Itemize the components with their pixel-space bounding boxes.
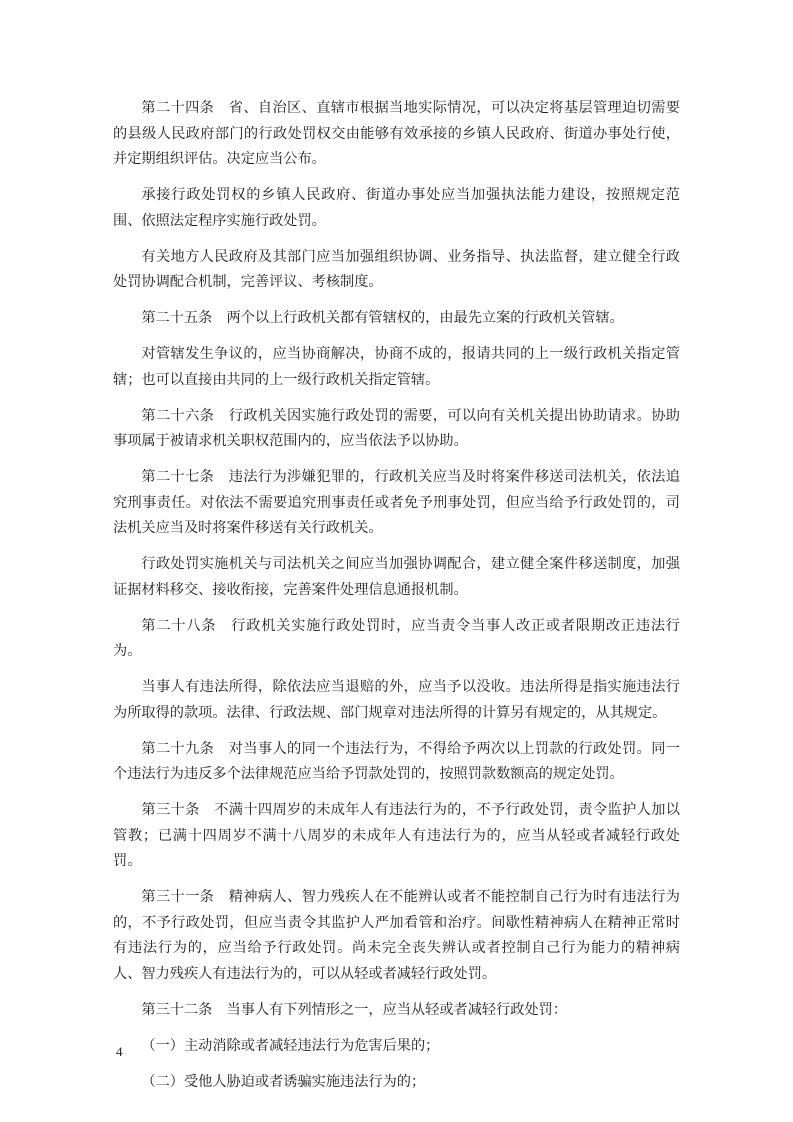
article-29-paragraph: 第二十九条 对当事人的同一个违法行为，不得给予两次以上罚款的行政处罚。同一个违法行为违反多个法律规范应当给予罚款处罚的，按照罚款数额高的规定处罚。 bbox=[113, 740, 680, 782]
article-32-item-2: （二）受他人胁迫或者诱骗实施违法行为的； bbox=[141, 1073, 426, 1090]
article-24-paragraph: 第二十四条 省、自治区、直辖市根据当地实际情况，可以决定将基层管理迫切需要的县级人民政府部门的行政处罚权交由能够有效承接的乡镇人民政府、街道办事处行使，并定期组织评估。决定应当公布。 bbox=[113, 100, 680, 167]
article-32-paragraph: 第三十二条 当事人有下列情形之一，应当从轻或者减轻行政处罚： bbox=[141, 1001, 568, 1018]
article-28-paragraph: 第二十八条 行政机关实施行政处罚时，应当责令当事人改正或者限期改正违法行为。 bbox=[113, 617, 680, 659]
article-30-paragraph: 第三十条 不满十四周岁的未成年人有违法行为的，不予行政处罚，责令监护人加以管教；已满十四周岁不满十八周岁的未成年人有违法行为的，应当从轻或者减轻行政处罚。 bbox=[113, 802, 680, 869]
page-number: 4 bbox=[116, 1044, 123, 1059]
article-25-clause-2: 对管辖发生争议的，应当协商解决，协商不成的，报请共同的上一级行政机关指定管辖；也可以直接由共同的上一级行政机关指定管辖。 bbox=[113, 346, 680, 388]
article-28-clause-2: 当事人有违法所得，除依法应当退赔的外，应当予以没收。违法所得是指实施违法行为所取得的款项。法律、行政法规、部门规章对违法所得的计算另有规定的，从其规定。 bbox=[113, 679, 680, 721]
article-31-paragraph: 第三十一条 精神病人、智力残疾人在不能辨认或者不能控制自己行为时有违法行为的，不予行政处罚，但应当责令其监护人严加看管和治疗。间歇性精神病人在精神正常时有违法行为的，应当给予行政处罚。尚未完全丧失辨认或者控制自己行为能力的精神病人、智力残疾人有违法行为的，可以从轻或者减轻行政处罚。 bbox=[113, 889, 680, 982]
article-32-item-1: （一）主动消除或者减轻违法行为危害后果的； bbox=[141, 1037, 440, 1054]
article-24-clause-3: 有关地方人民政府及其部门应当加强组织协调、业务指导、执法监督，建立健全行政处罚协调配合机制，完善评议、考核制度。 bbox=[113, 248, 680, 290]
article-26-paragraph: 第二十六条 行政机关因实施行政处罚的需要，可以向有关机关提出协助请求。协助事项属于被请求机关职权范围内的，应当依法予以协助。 bbox=[113, 407, 680, 449]
document-body bbox=[113, 96, 680, 1106]
article-25-paragraph: 第二十五条 两个以上行政机关都有管辖权的，由最先立案的行政机关管辖。 bbox=[141, 310, 624, 326]
article-27-clause-2: 行政处罚实施机关与司法机关之间应当加强协调配合，建立健全案件移送制度，加强证据材料移交、接收衔接，完善案件处理信息通报机制。 bbox=[113, 556, 680, 598]
article-27-paragraph: 第二十七条 违法行为涉嫌犯罪的，行政机关应当及时将案件移送司法机关，依法追究刑事责任。对依法不需要追究刑事责任或者免予刑事处罚，但应当给予行政处罚的，司法机关应当及时将案件移送有关行政机关。 bbox=[113, 469, 680, 536]
article-24-clause-2: 承接行政处罚权的乡镇人民政府、街道办事处应当加强执法能力建设，按照规定范围、依照法定程序实施行政处罚。 bbox=[113, 187, 680, 229]
